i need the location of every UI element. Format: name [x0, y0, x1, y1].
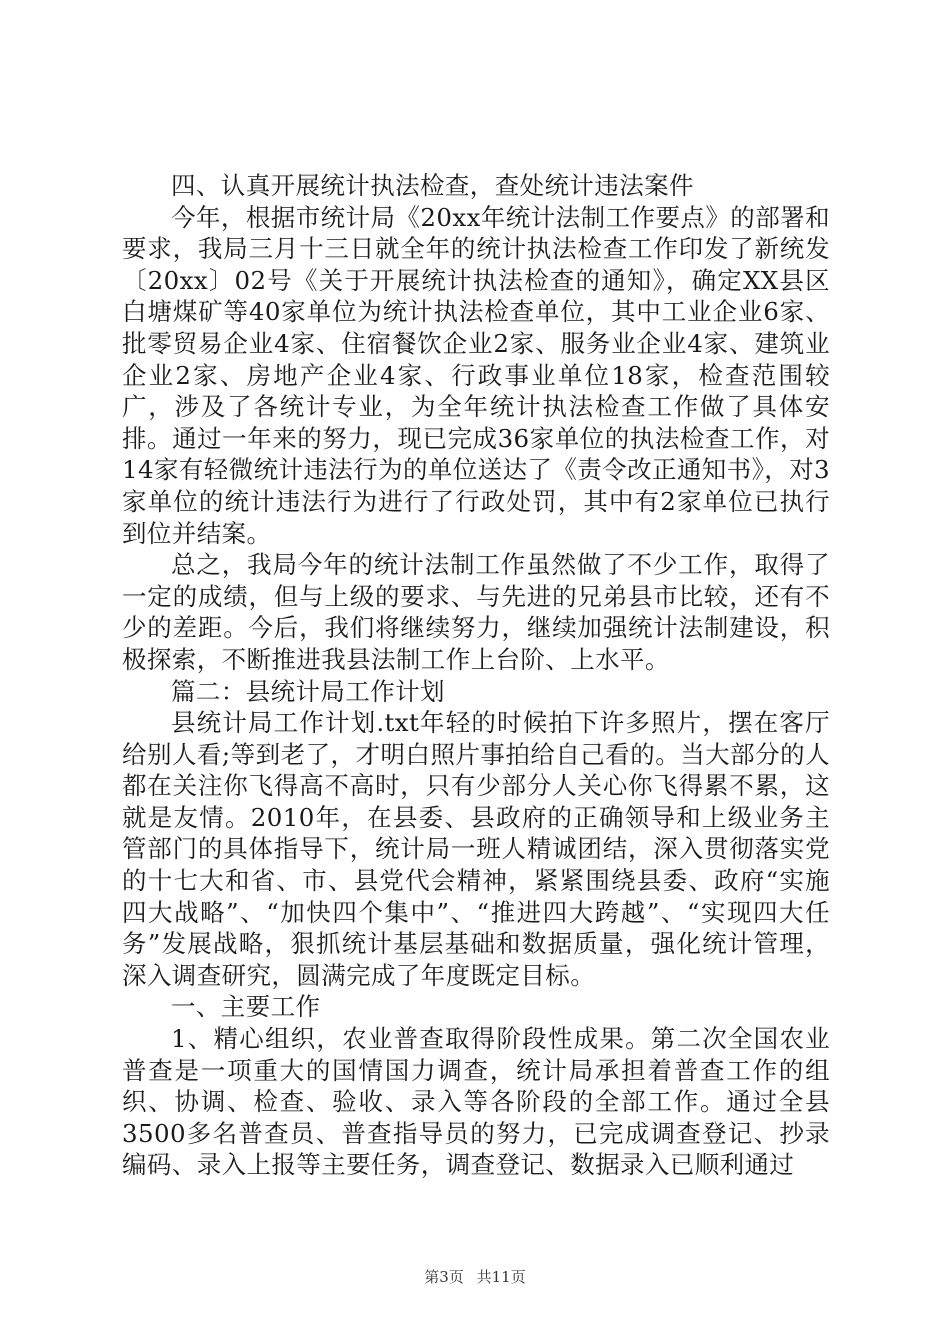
paragraph-agriculture-census: 1、精心组织，农业普查取得阶段性成果。第二次全国农业普查是一项重大的国情国力调查，统计局承担着普查工作的组织、协调、检查、验收、录入等各阶段的全部工作。通过全县3500多名普查员、普查指导员的努力，已完成调查登记、抄录编码、录入上报等主要任务，调查登记、数据录入已顺利通过	[122, 1024, 830, 1180]
page-footer	[0, 1268, 950, 1286]
paragraph-work-plan-intro: 县统计局工作计划.txt年轻的时候拍下许多照片，摆在客厅给别人看;等到老了，才明白照片事拍给自己看的。当大部分的人都在关注你飞得高不高时，只有少部分人关心你飞得累不累，这就是友情。2010年，在县委、县政府的正确领导和上级业务主管部门的具体指导下，统计局一班人精诚团结，深入贯彻落实党的十七大和省、市、县党代会精神，紧紧围绕县委、政府“实施四大战略”、“加快四个集中”、“推进四大跨越”、“实现四大任务”发展战略，狠抓统计基层基础和数据质量，强化统计管理，深入调查研究，圆满完成了年度既定目标。	[122, 708, 830, 990]
paragraph-law-enforcement-inspection: 今年，根据市统计局《20xx年统计法制工作要点》的部署和要求，我局三月十三日就全年的统计执法检查工作印发了新统发〔20xx〕02号《关于开展统计执法检查的通知》，确定XX县区白塘煤矿等40家单位为统计执法检查单位，其中工业企业6家、批零贸易企业4家、住宿餐饮企业2家、服务业企业4家、建筑业企业2家、房地产企业4家、行政事业单位18家，检查范围较广，涉及了各统计专业，为全年统计执法检查工作做了具体安排。通过一年来的努力，现已完成36家单位的执法检查工作，对14家有轻微统计违法行为的单位送达了《责令改正通知书》，对3家单位的统计违法行为进行了行政处罚，其中有2家单位已执行到位并结案。	[122, 202, 831, 548]
section-heading-four: 四、认真开展统计执法检查，查处统计违法案件	[171, 171, 694, 200]
paragraph-summary: 总之，我局今年的统计法制工作虽然做了不少工作，取得了一定的成绩，但与上级的要求、与先进的兄弟县市比较，还有不少的差距。今后，我们将继续努力，继续加强统计法制建设，积极探索，不断推进我县法制工作上台阶、上水平。	[122, 550, 830, 674]
section-heading-main-work: 一、主要工作	[171, 992, 321, 1022]
page-number-current: 第3页	[424, 1268, 464, 1286]
page-number-total: 共11页	[476, 1268, 526, 1286]
document-body	[122, 170, 830, 1181]
article-two-title: 篇二：县统计局工作计划	[171, 676, 445, 706]
